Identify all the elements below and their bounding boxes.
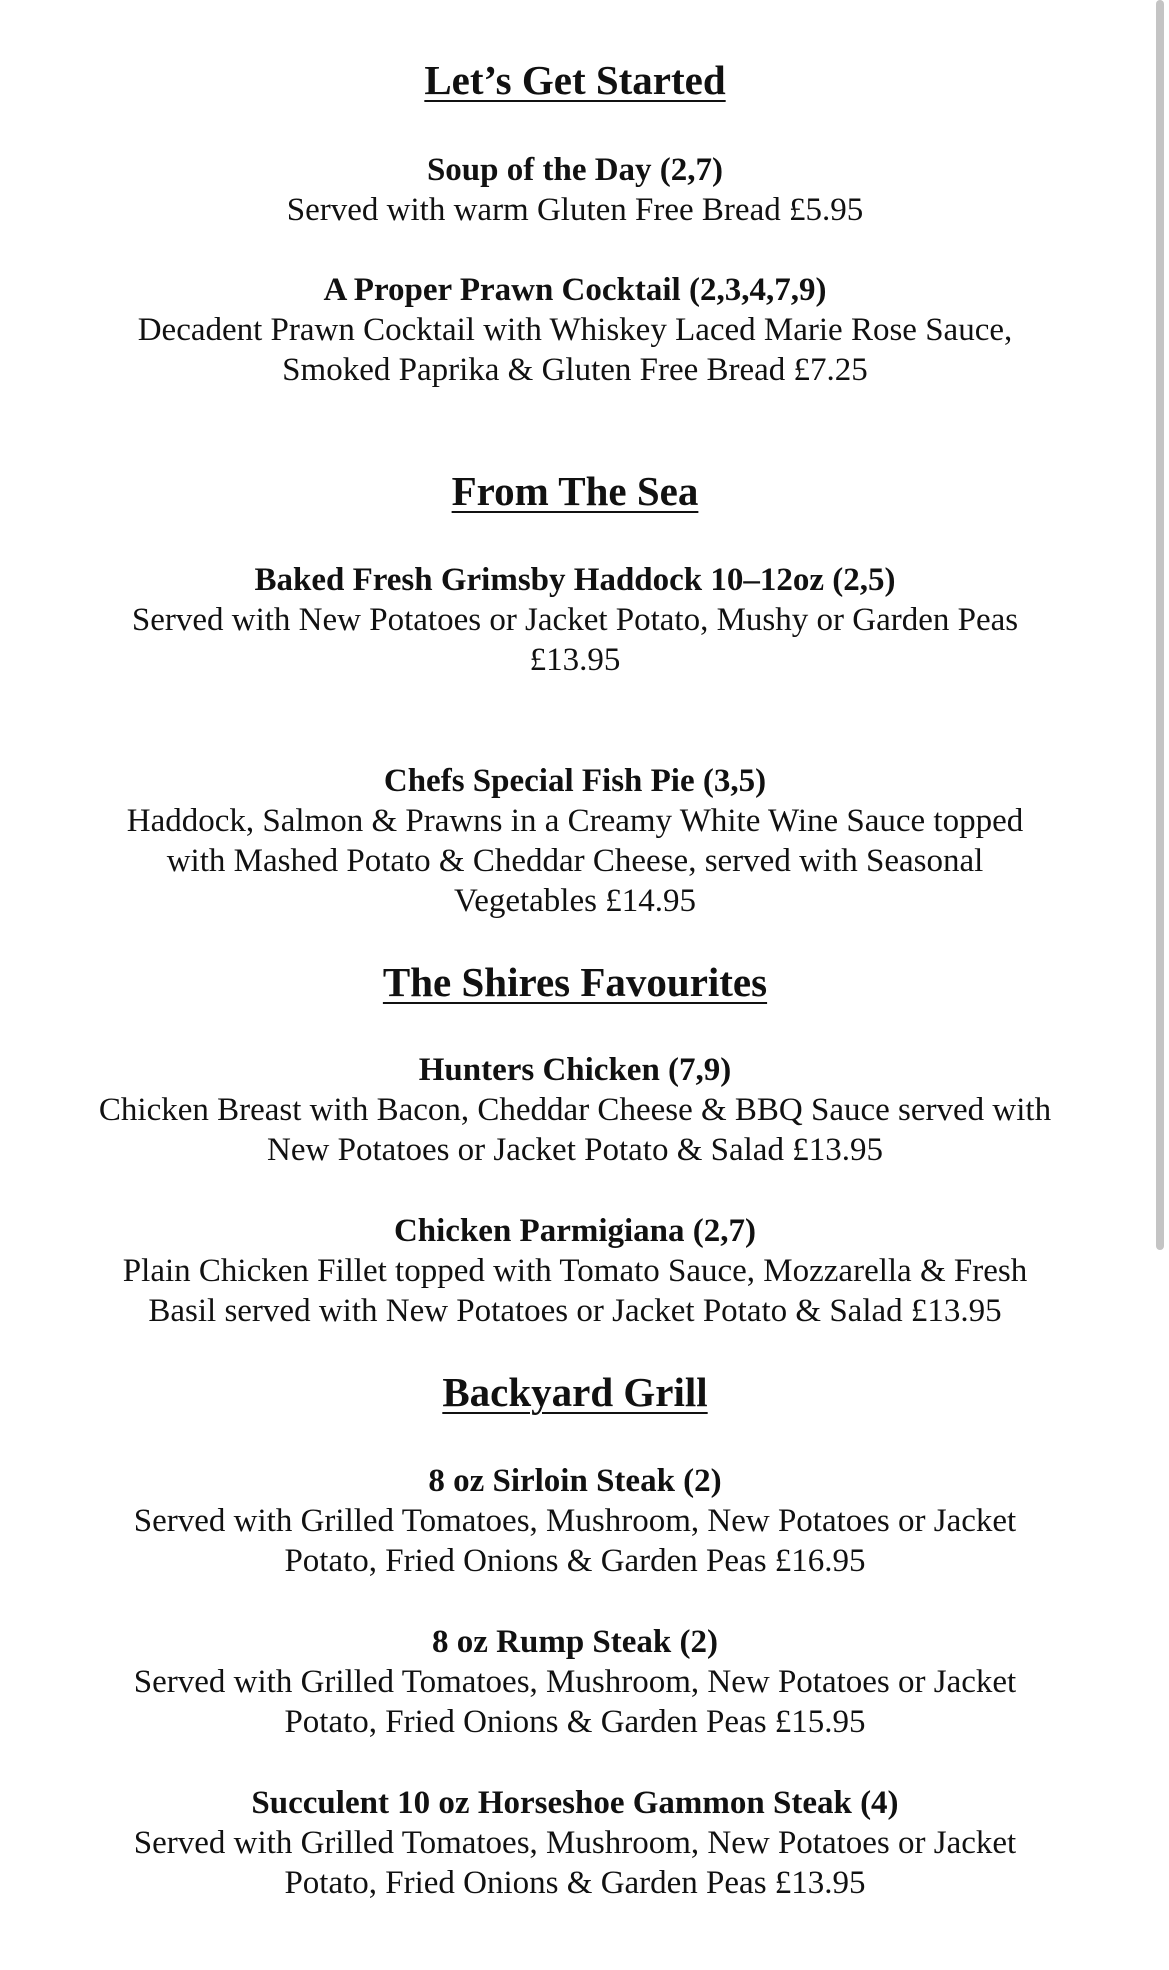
menu-item — [0, 1211, 1150, 1331]
item-description — [0, 1662, 1150, 1742]
item-description — [0, 1090, 1150, 1170]
item-name: Hunters Chicken (7,9) — [418, 1052, 732, 1088]
section-heading — [0, 1368, 1150, 1416]
section-title-lets-get-started: Let’s Get Started — [424, 57, 726, 103]
section-heading — [0, 56, 1150, 104]
section-heading — [0, 958, 1150, 1006]
item-description-line: Plain Chicken Fillet topped with Tomato Sauce, Mozzarella & Fresh — [122, 1253, 1028, 1289]
section-title-backyard-grill: Backyard Grill — [442, 1369, 708, 1415]
item-description-line: Potato, Fried Onions & Garden Peas £13.95 — [284, 1865, 866, 1901]
menu-item — [0, 270, 1150, 390]
item-description — [0, 310, 1150, 390]
menu-item — [0, 1783, 1150, 1903]
item-description — [0, 600, 1150, 680]
item-description — [0, 801, 1150, 921]
menu-item — [0, 761, 1150, 921]
vertical-scrollbar[interactable] — [1150, 0, 1169, 1970]
item-name: 8 oz Rump Steak (2) — [432, 1624, 718, 1660]
item-description-line: with Mashed Potato & Cheddar Cheese, served with Seasonal — [166, 843, 984, 879]
item-name: 8 oz Sirloin Steak (2) — [428, 1463, 722, 1499]
menu-item — [0, 1461, 1150, 1581]
item-description-line: Chicken Breast with Bacon, Cheddar Cheese & BBQ Sauce served with — [98, 1092, 1052, 1128]
item-name: Chicken Parmigiana (2,7) — [393, 1213, 757, 1249]
menu-item — [0, 1622, 1150, 1742]
item-name: Baked Fresh Grimsby Haddock 10–12oz (2,5) — [254, 562, 896, 598]
menu-item — [0, 150, 1150, 230]
item-description-line: Decadent Prawn Cocktail with Whiskey Laced Marie Rose Sauce, — [137, 312, 1013, 348]
item-description-line: New Potatoes or Jacket Potato & Salad £13.95 — [267, 1132, 883, 1168]
item-description-line: Served with Grilled Tomatoes, Mushroom, New Potatoes or Jacket — [133, 1825, 1017, 1861]
item-description-line: Haddock, Salmon & Prawns in a Creamy White Wine Sauce topped — [126, 803, 1024, 839]
menu-item — [0, 560, 1150, 680]
section-heading — [0, 467, 1150, 515]
scrollbar-thumb[interactable] — [1156, 0, 1164, 1250]
item-description-line: Served with New Potatoes or Jacket Potato, Mushy or Garden Peas — [131, 602, 1019, 638]
item-name: Succulent 10 oz Horseshoe Gammon Steak (4) — [251, 1785, 899, 1821]
item-description-line: Potato, Fried Onions & Garden Peas £15.95 — [284, 1704, 866, 1740]
item-description — [0, 190, 1150, 230]
item-description-line: Served with warm Gluten Free Bread £5.95 — [286, 192, 864, 228]
item-description-line: Basil served with New Potatoes or Jacket Potato & Salad £13.95 — [148, 1293, 1002, 1329]
item-name: Soup of the Day (2,7) — [426, 152, 724, 188]
item-description-line: £13.95 — [529, 642, 621, 678]
item-description-line: Smoked Paprika & Gluten Free Bread £7.25 — [282, 352, 868, 388]
item-name: Chefs Special Fish Pie (3,5) — [383, 763, 767, 799]
item-description-line: Served with Grilled Tomatoes, Mushroom, New Potatoes or Jacket — [133, 1503, 1017, 1539]
item-description — [0, 1823, 1150, 1903]
section-title-shires-favourites: The Shires Favourites — [382, 959, 768, 1005]
item-description-line: Served with Grilled Tomatoes, Mushroom, New Potatoes or Jacket — [133, 1664, 1017, 1700]
item-description-line: Potato, Fried Onions & Garden Peas £16.95 — [284, 1543, 866, 1579]
item-name: A Proper Prawn Cocktail (2,3,4,7,9) — [323, 272, 827, 308]
item-description — [0, 1501, 1150, 1581]
section-title-from-the-sea: From The Sea — [451, 468, 699, 514]
item-description-line: Vegetables £14.95 — [454, 883, 696, 919]
item-description — [0, 1251, 1150, 1331]
menu-item — [0, 1050, 1150, 1170]
